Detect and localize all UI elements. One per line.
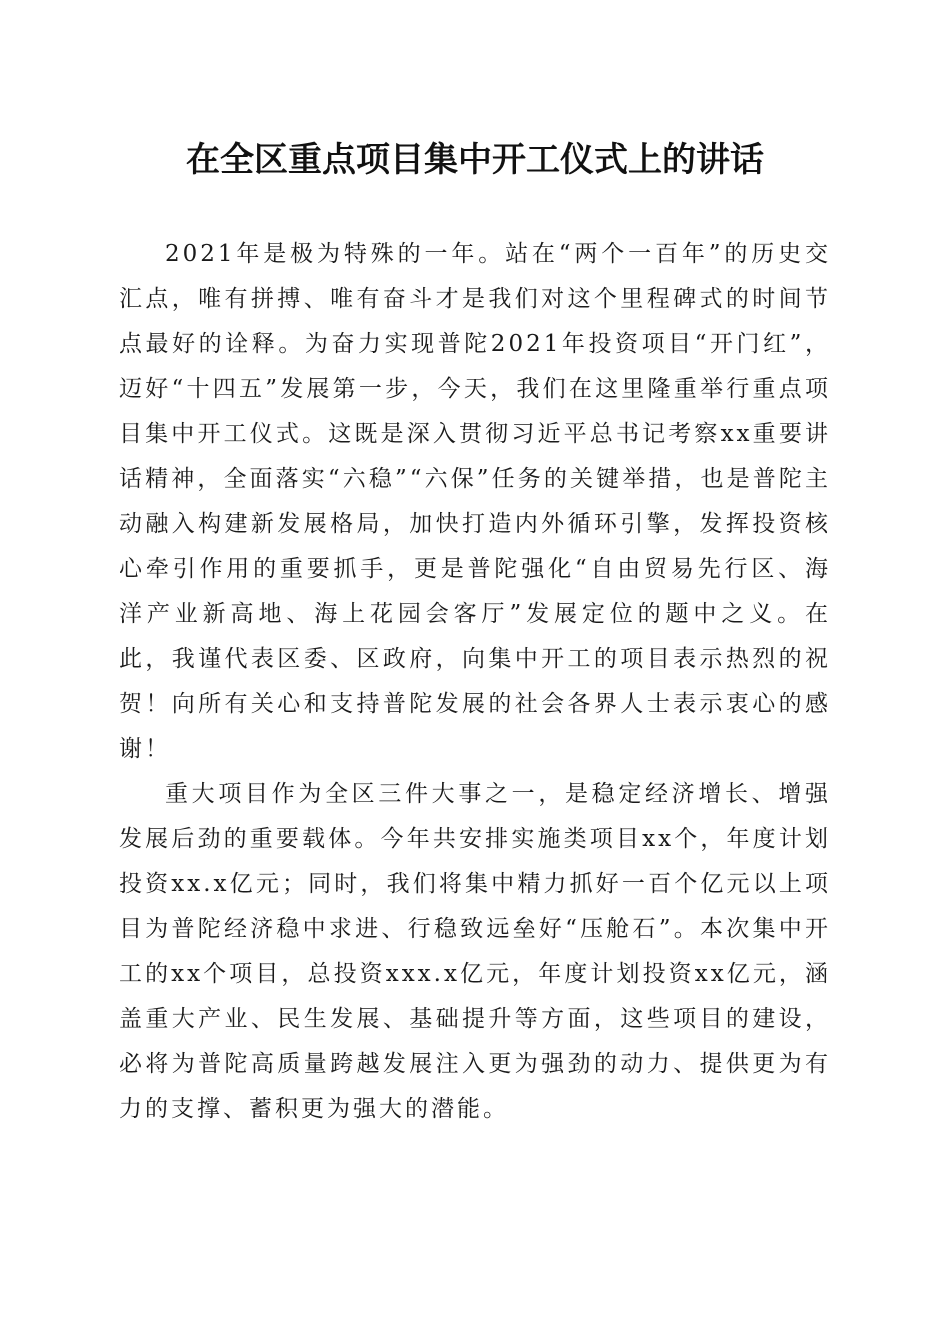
document-title: 在全区重点项目集中开工仪式上的讲话 bbox=[186, 140, 764, 180]
paragraph-2: 重大项目作为全区三件大事之一，是稳定经济增长、增强发展后劲的重要载体。今年共安排实施类项目xx个，年度计划投资xx.x亿元；同时，我们将集中精力抓好一百个亿元以上项目为普陀经济稳中求进、行稳致远垒好“压舱石”。本次集中开工的xx个项目，总投资xxx.x亿元，年度计划投资xx亿元，涵盖重大产业、民生发展、基础提升等方面，这些项目的建设，必将为普陀高质量跨越发展注入更为强劲的动力、提供更为有力的支撑、蓄积更为强大的潜能。 bbox=[119, 781, 831, 1122]
document-body bbox=[119, 232, 831, 1132]
paragraph-1: 2021年是极为特殊的一年。站在“两个一百年”的历史交汇点，唯有拼搏、唯有奋斗才是我们对这个里程碑式的时间节点最好的诠释。为奋力实现普陀2021年投资项目“开门红”，迈好“十四五”发展第一步，今天，我们在这里隆重举行重点项目集中开工仪式。这既是深入贯彻习近平总书记考察xx重要讲话精神，全面落实“六稳”“六保”任务的关键举措，也是普陀主动融入构建新发展格局，加快打造内外循环引擎，发挥投资核心牵引作用的重要抓手，更是普陀强化“自由贸易先行区、海洋产业新高地、海上花园会客厅”发展定位的题中之义。在此，我谨代表区委、区政府，向集中开工的项目表示热烈的祝贺！向所有关心和支持普陀发展的社会各界人士表示衷心的感谢！ bbox=[119, 241, 831, 762]
